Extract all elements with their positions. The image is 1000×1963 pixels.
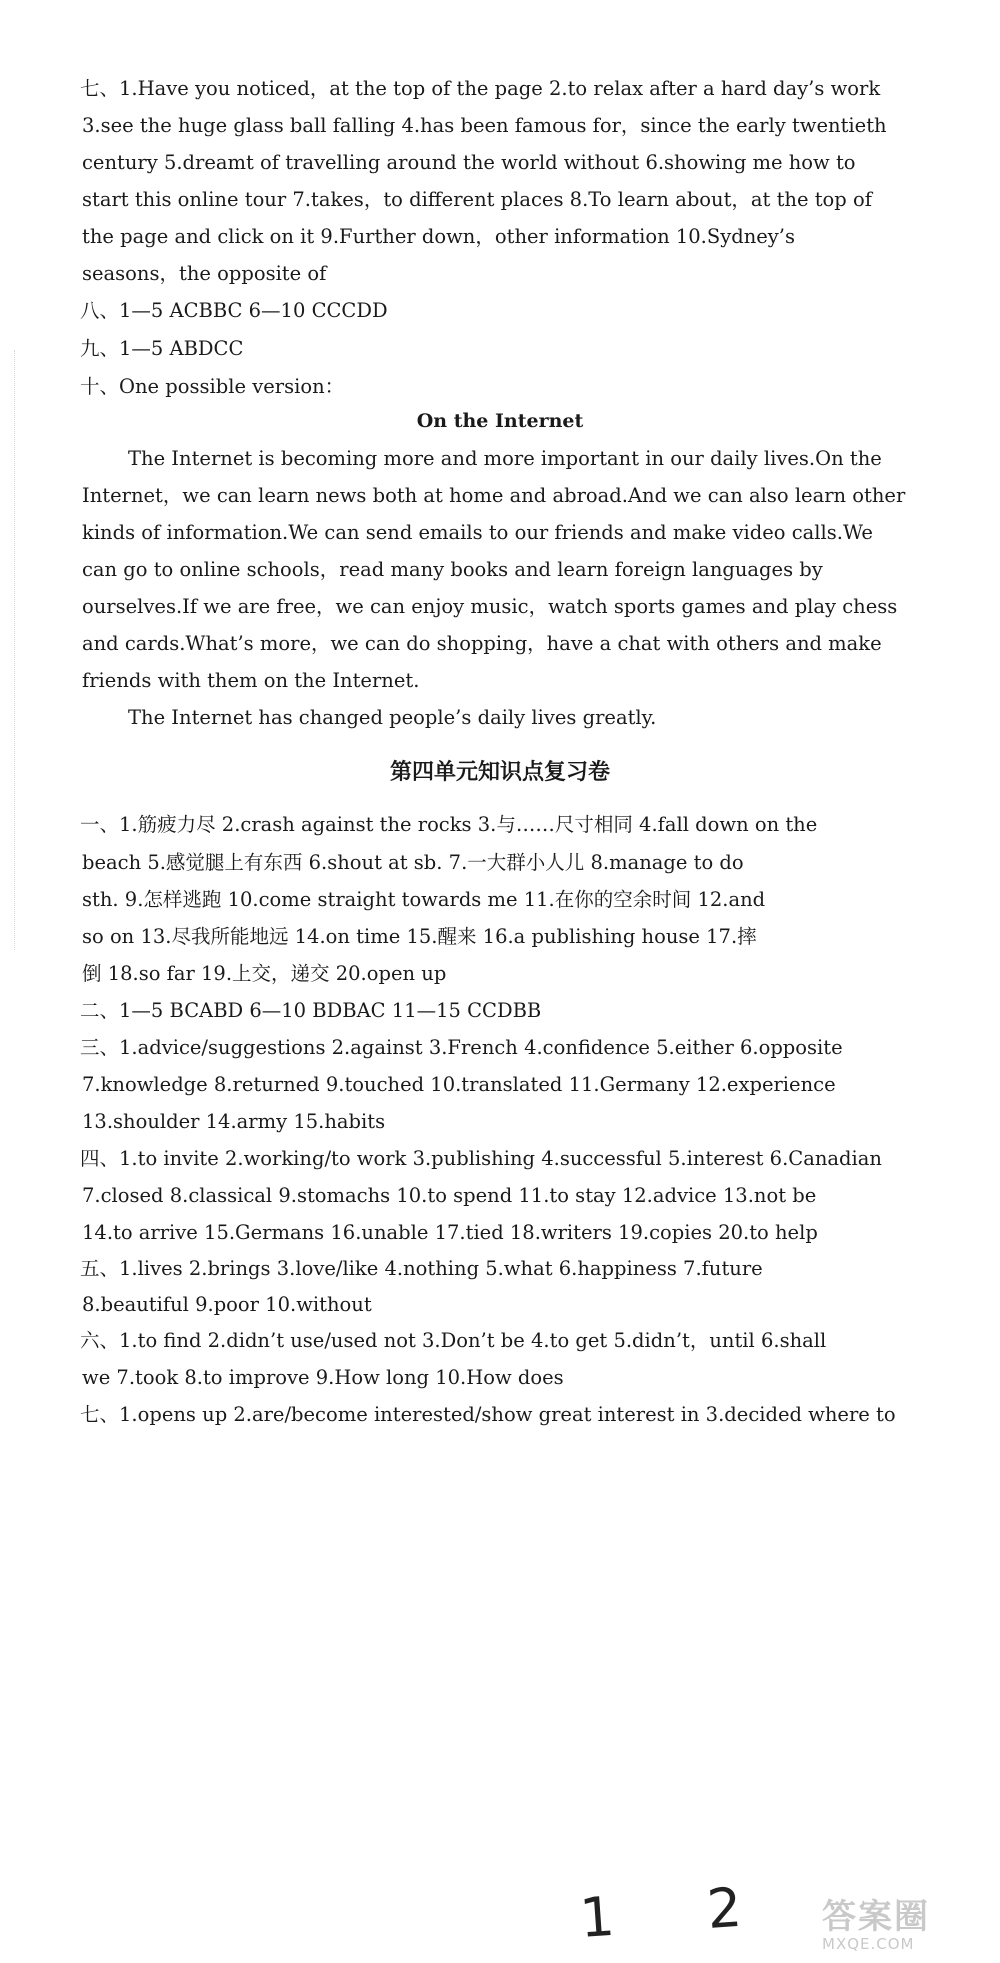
answer-line: 七、1.opens up 2.are/become interested/show great interest in 3.decided where to <box>80 1403 896 1426</box>
answer-line: 7.closed 8.classical 9.stomachs 10.to spend 11.to stay 12.advice 13.not be <box>82 1184 817 1207</box>
section-title: 第四单元知识点复习卷 <box>389 760 610 785</box>
answer-line: 三、1.advice/suggestions 2.against 3.French 4.confidence 5.either 6.opposite <box>80 1036 843 1059</box>
answer-line: 7.knowledge 8.returned 9.touched 10.translated 11.Germany 12.experience <box>82 1073 836 1096</box>
essay-line: kinds of information.We can send emails to our friends and make video calls.We <box>82 521 873 544</box>
answer-line: 五、1.lives 2.brings 3.love/like 4.nothing 5.what 6.happiness 7.future <box>80 1257 763 1280</box>
answer-line: the page and click on it 9.Further down，other information 10.Sydney’s <box>82 225 796 248</box>
answer-line: 四、1.to invite 2.working/to work 3.publishing 4.successful 5.interest 6.Canadian <box>80 1147 882 1170</box>
watermark <box>822 1899 992 1959</box>
essay-line: and cards.What’s more，we can do shopping，have a chat with others and make <box>82 632 882 655</box>
essay-line: can go to online schools，read many books and learn foreign languages by <box>82 558 823 581</box>
answer-line: start this online tour 7.takes，to different places 8.To learn about，at the top of <box>82 188 872 211</box>
answer-line: seasons，the opposite of <box>82 262 327 285</box>
answer-line: sth. 9.怎样逃跑 10.come straight towards me 11.在你的空余时间 12.and <box>82 888 766 911</box>
answer-line: century 5.dreamt of travelling around the world without 6.showing me how to <box>82 151 856 174</box>
answer-line: 六、1.to find 2.didn’t use/used not 3.Don’t be 4.to get 5.didn’t，until 6.shall <box>80 1329 827 1352</box>
watermark-url: MXQE.COM <box>822 1935 915 1953</box>
essay-line: The Internet is becoming more and more important in our daily lives.On the <box>128 447 882 470</box>
essay-line: Internet，we can learn news both at home and abroad.And we can also learn other <box>82 484 906 507</box>
essay-line: friends with them on the Internet. <box>82 669 420 692</box>
essay-line: The Internet has changed people’s daily lives greatly. <box>128 706 657 729</box>
essay-title: On the Internet <box>416 410 584 432</box>
answer-line: 一、1.筋疲力尽 2.crash against the rocks 3.与……尺寸相同 4.fall down on the <box>80 813 818 836</box>
handwritten-page-number: 1 2 <box>577 1873 782 1950</box>
watermark-logo-text: 答案圈 <box>822 1897 930 1937</box>
essay-line: ourselves.If we are free，we can enjoy music，watch sports games and play chess <box>82 595 898 618</box>
answer-line: 8.beautiful 9.poor 10.without <box>82 1293 372 1316</box>
answer-line: 十、One possible version： <box>80 375 345 398</box>
answer-line: we 7.took 8.to improve 9.How long 10.How does <box>82 1366 564 1389</box>
answer-line: 3.see the huge glass ball falling 4.has been famous for，since the early twentieth <box>82 114 887 137</box>
answer-line: so on 13.尽我所能地远 14.on time 15.醒来 16.a publishing house 17.摔 <box>82 925 757 948</box>
answer-line: 倒 18.so far 19.上交，递交 20.open up <box>82 962 447 985</box>
answer-line: 八、1—5 ACBBC 6—10 CCCDD <box>80 299 388 322</box>
answer-line: 14.to arrive 15.Germans 16.unable 17.tied 18.writers 19.copies 20.to help <box>82 1221 818 1244</box>
answer-line: 九、1—5 ABDCC <box>80 337 244 360</box>
answer-line: 二、1—5 BCABD 6—10 BDBAC 11—15 CCDBB <box>80 999 542 1022</box>
margin-dots <box>14 350 17 950</box>
answer-line: beach 5.感觉腿上有东西 6.shout at sb. 7.一大群小人儿 8.manage to do <box>82 851 744 874</box>
answer-line: 七、1.Have you noticed，at the top of the page 2.to relax after a hard day’s work <box>80 77 881 100</box>
answer-line: 13.shoulder 14.army 15.habits <box>82 1110 386 1133</box>
